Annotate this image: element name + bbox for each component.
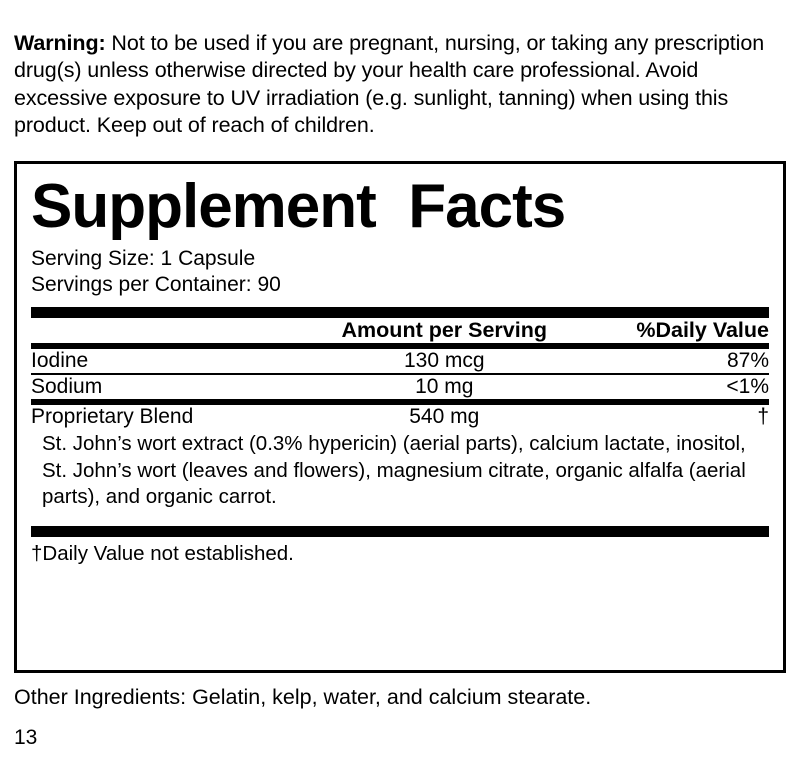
table-row-blend [31,405,769,429]
warning-label: Warning: [14,30,106,55]
blend-daily-value: † [757,405,769,428]
row-daily-value: 87% [726,349,769,372]
header-daily-value: %Daily Value [636,318,769,342]
row-amount: 10 mg [415,375,474,398]
supplement-facts-panel [14,161,786,673]
blend-name: Proprietary Blend [31,405,194,428]
servings-per-container: Servings per Container: 90 [31,273,281,296]
row-name: Iodine [31,349,89,372]
warning-paragraph [14,22,786,140]
header-nutrient [31,318,311,343]
divider-thick-bottom [31,526,769,537]
other-ingredients: Other Ingredients: Gelatin, kelp, water, and calcium stearate. [14,685,592,709]
page-number: 13 [14,726,38,749]
table-row [31,375,769,399]
nutrient-rows [31,349,769,399]
header-amount-per-serving: Amount per Serving [341,318,547,342]
table-header-row [31,318,769,343]
row-daily-value: <1% [726,375,769,398]
nutrition-table [31,318,769,343]
supplement-facts-title: Supplement Facts [31,172,566,241]
row-name: Sodium [31,375,103,398]
proprietary-blend-table [31,405,769,429]
blend-ingredient-list: St. John’s wort extract (0.3% hypericin) (aerial parts), calcium lactate, inositol, St. John’s wort (leaves and flowers), magnesium citrate, organic alfalfa (aerial parts), and organic carrot. [42,432,746,508]
serving-size: Serving Size: 1 Capsule [31,247,256,270]
blend-amount: 540 mg [409,405,480,428]
daily-value-footnote: †Daily Value not established. [31,541,294,565]
table-row [31,349,769,374]
row-amount: 130 mcg [404,349,485,372]
label-page [0,22,800,770]
divider-thick-top [31,307,769,318]
warning-text: Not to be used if you are pregnant, nursing, or taking any prescription drug(s) unless otherwise directed by your health care professional. Avoid excessive exposure to UV irradiation (e.g. sunlight, tanning) when using this product. Keep out of reach of children. [14,30,765,137]
